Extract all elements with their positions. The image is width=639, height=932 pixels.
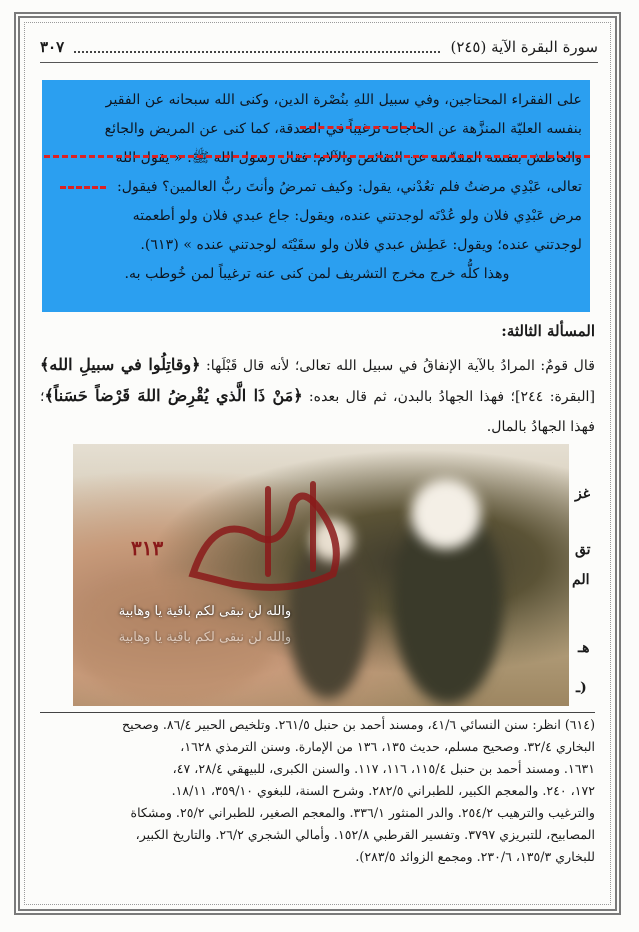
highlighted-line: والعاطش بنفسه المقدّسة عن النقائص والآلام؛ فقال رسول الله ﷺ: « يقول الله (115, 150, 582, 166)
highlighted-line: تعالى، عَبْدِي مرضتُ فلم تعُدْني، يقول: وكيف تمرضُ وأنتَ ربُّ العالمين؟ فيقول: (116, 179, 582, 195)
footnote-line: المصابيح، للتبريزي ٣٧٩٧. وتفسير القرطبي ١٥٢/٨. وأمالي الشجري ٢٦/٢. والتاريخ الكبير، (135, 827, 595, 842)
page-header (40, 32, 598, 63)
dashed-underline-mark (44, 155, 590, 158)
footnote-line: للبخاري ١٣٥/٣، ٢٣٠/٦. ومجمع الزوائد ٢٨٣/٥). (355, 849, 595, 864)
partial-text-fragment: (ـ (576, 680, 587, 696)
dashed-underline-mark (300, 126, 416, 129)
footnote-line: (٦١٤) انظر: سنن النسائي ٤١/٦، ومسند أحمد بن حنبل ٢٦١/٥. وتلخيص الحبير ٨٦/٤. وصحيح (122, 717, 595, 732)
highlighted-line: على الفقراء المحتاجين، وفي سبيل اللهِ بنُصْرة الدين، وكنى الله سبحانه عن الفقير (105, 92, 582, 108)
partial-text-fragment: غز (575, 486, 591, 502)
footnote-line: ١٧٢، ٢٤٠. والمعجم الكبير، للطبراني ٢٨٢/٥. وشرح السنة، للبغوي ٣٥٩/١٠، ١٨/١١. (171, 783, 595, 798)
partial-text-fragment: الم (572, 572, 590, 588)
figure-face (411, 479, 481, 549)
footnote-line: البخاري ٣٢/٤. وصحيح مسلم، حديث ١٣٥، ١٣٦ من الإمارة. وسنن الترمذي ١٦٢٨، (180, 739, 595, 754)
quran-verse: ﴿مَنْ ذَا الَّذي يُقْرِضُ اللهَ قَرْضاً حَسَناً﴾ (44, 386, 303, 405)
highlighted-line: مرض عَبْدِي فلان ولو عُدْتَه لوجدتني عنده، ويقول: جاع عبدي فلان ولو أطعمته (132, 208, 582, 224)
highlighted-line: لوجدتني عنده؛ ويقول: عَطِش عبدي فلان ولو سقَيْتَه لوجدتني عنده » (٦١٣). (140, 237, 582, 253)
overlay-caption-reflection: والله لن نبقى لكم باقية يا وهابية (118, 630, 292, 645)
quran-verse: ﴿وقاتِلُوا في سبيلِ الله﴾ (40, 355, 201, 374)
calligraphy-text: الطالب (268, 544, 271, 545)
partial-text-fragment: هـ (578, 640, 590, 656)
overlay-banner-image (73, 444, 569, 706)
paragraph-text: ؛ فهذا الجهادُ بالمال. (40, 389, 595, 435)
section-paragraph (40, 350, 595, 442)
footnote-line: ١٦٣١. ومسند أحمد بن حنبل ١١٥/٤، ١١٦، ١١٧. والسنن الكبرى، للبيهقي ٢٨/٤، ٤٧، (172, 761, 595, 776)
paragraph-text: قال قومٌ: المرادُ بالآية الإنفاقُ في سبيل الله تعالى؛ لأنه قال قَبْلَها: (200, 358, 596, 374)
page-number: ٣٠٧ (40, 38, 65, 56)
footnote-separator (40, 712, 595, 713)
header-dot-leader (74, 51, 440, 53)
calligraphy-number: ٣١٣ (131, 536, 164, 560)
highlighted-line: وهذا كلُّه خرج مخرج التشريف لمن كنى عنه ترغيباً لمن خُوطب به. (124, 266, 510, 282)
section-heading: المسألة الثالثة: (501, 322, 595, 340)
footnotes-block (40, 714, 595, 868)
overlay-caption: والله لن نبقى لكم باقية يا وهابية (118, 604, 292, 619)
surah-title: سورة البقرة الآية (٢٤٥) (450, 38, 598, 56)
calligraphy-logo (173, 474, 363, 604)
partial-text-fragment: تق (575, 542, 591, 558)
highlighted-line: بنفسه العليّة المنزَّهة عن الحاجات ترغيباً في الصدقة، كما كنى عن المريض والجائع (104, 121, 582, 137)
footnote-line: والترغيب والترهيب ٢٥٤/٢. والدر المنثور ٣٣٦/١. والمعجم الصغير، للطبراني ٢٥/٢. ومشكاة (130, 805, 595, 820)
highlighted-paragraph[interactable] (52, 86, 582, 289)
dashed-underline-mark (60, 186, 106, 189)
paragraph-text: [البقرة: ٢٤٤]؛ فهذا الجهادُ بالبدن، ثم قال بعده: (302, 389, 595, 405)
